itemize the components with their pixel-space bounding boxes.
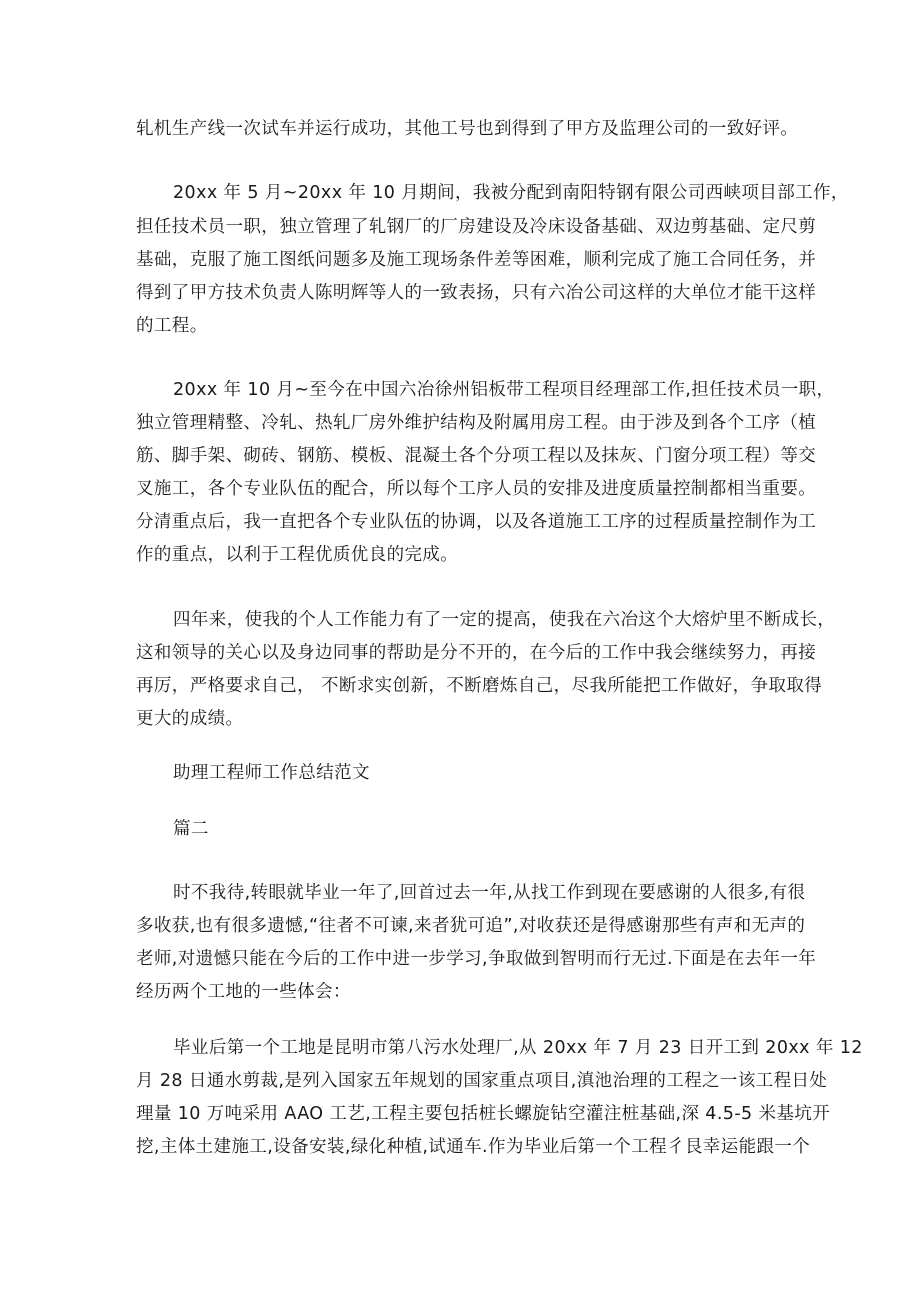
text-line: 多收获,也有很多遗憾,“往者不可谏,来者犹可追”,对收获还是得感谢那些有声和无声的 — [136, 916, 806, 936]
text-line: 时不我待,转眼就毕业一年了,回首过去一年,从找工作到现在要感谢的人很多,有很 — [173, 883, 806, 903]
text-line: 再厉，严格要求自己， 不断求实创新，不断磨炼自己，尽我所能把工作做好，争取取得 — [136, 676, 823, 696]
text-line: 叉施工，各个专业队伍的配合，所以每个工序人员的安排及进度质量控制都相当重要。 — [136, 479, 817, 499]
text-line: 的工程。 — [136, 316, 208, 336]
text-line: 更大的成绩。 — [136, 709, 244, 729]
text-line: 月 28 日通水剪裁,是列入国家五年规划的国家重点项目,滇池治理的工程之一该工程日处 — [136, 1071, 828, 1091]
text-line: 四年来，使我的个人工作能力有了一定的提高，使我在六冶这个大熔炉里不断成长， — [173, 610, 836, 630]
section-subtitle: 篇二 — [173, 819, 209, 839]
text-line: 20xx 年 10 月~至今在中国六冶徐州铝板带工程项目经理部工作,担任技术员一职， — [173, 380, 835, 400]
text-line: 挖,主体土建施工,设备安装,绿化种植,试通车.作为毕业后第一个工程彳艮幸运能跟一个 — [136, 1137, 811, 1157]
text-line: 毕业后第一个工地是昆明市第八污水处理厂,从 20xx 年 7 月 23 日开工到 20xx 年 12 — [173, 1038, 863, 1058]
section-title: 助理工程师工作总结范文 — [173, 763, 370, 783]
text-line: 得到了甲方技术负责人陈明辉等人的一致表扬，只有六冶公司这样的大单位才能干这样 — [136, 283, 817, 303]
text-line: 这和领导的关心以及身边同事的帮助是分不开的，在今后的工作中我会继续努力，再接 — [136, 643, 817, 663]
text-line: 经历两个工地的一些体会： — [136, 982, 351, 1002]
text-line: 担任技术员一职，独立管理了轧钢厂的厂房建设及冷床设备基础、双边剪基础、定尺剪 — [136, 217, 817, 237]
text-line: 筋、脚手架、砌砖、钢筋、模板、混凝土各个分项工程以及抹灰、门窗分项工程）等交 — [136, 446, 817, 466]
text-line: 老师,对遗憾只能在今后的工作中进一步学习,争取做到智明而行无过.下面是在去年一年 — [136, 949, 817, 969]
text-line: 分清重点后，我一直把各个专业队伍的协调，以及各道施工工序的过程质量控制作为工 — [136, 512, 817, 532]
text-line: 基础，克服了施工图纸问题多及施工现场条件差等困难，顺利完成了施工合同任务，并 — [136, 250, 817, 270]
text-line: 轧机生产线一次试车并运行成功，其他工号也到得到了甲方及监理公司的一致好评。 — [136, 119, 799, 139]
text-line: 作的重点，以利于工程优质优良的完成。 — [136, 545, 459, 565]
text-line: 20xx 年 5 月~20xx 年 10 月期间，我被分配到南阳特钢有限公司西峡项目部工作， — [173, 183, 849, 203]
text-line: 独立管理精整、冷轧、热轧厂房外维护结构及附属用房工程。由于涉及到各个工序（植 — [136, 413, 817, 433]
text-line: 理量 10 万吨采用 AAO 工艺,工程主要包括桩长螺旋钻空灌注桩基础,深 4.5-5 米基坑开 — [136, 1104, 831, 1124]
